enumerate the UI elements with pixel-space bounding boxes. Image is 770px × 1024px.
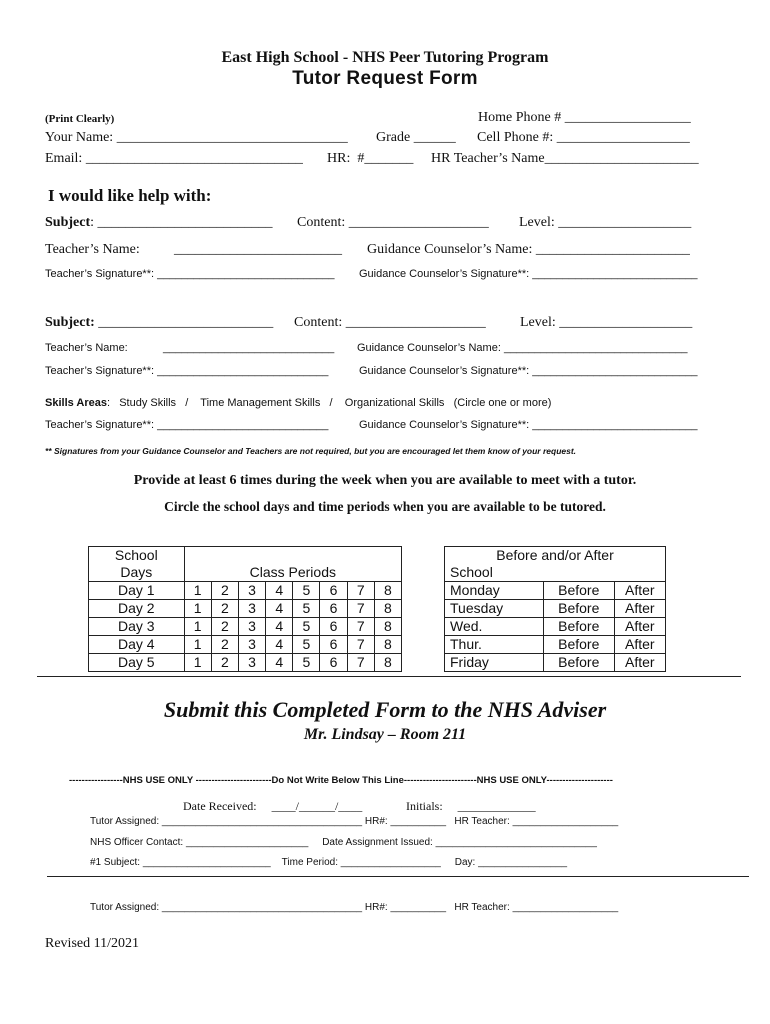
weekday-label[interactable]: Thur.	[445, 636, 544, 654]
school-days-corner	[89, 547, 185, 565]
period-cell[interactable]: 2	[211, 600, 238, 618]
period-cell[interactable]: 2	[211, 618, 238, 636]
hr-number-field[interactable]: HR: #_______	[327, 151, 414, 166]
skills-areas-label: Skills Areas	[45, 397, 107, 409]
skills-areas-options: : Study Skills / Time Management Skills / Organizational Skills (Circle one or more)	[106, 397, 552, 409]
before-option[interactable]: Before	[543, 582, 614, 600]
weekday-row	[445, 618, 666, 636]
teacher-signature-3-field[interactable]: Teacher’s Signature**: ____________________________	[45, 419, 329, 431]
level-1-field[interactable]: Level: ___________________	[519, 215, 692, 230]
signature-note: ** Signatures from your Guidance Counselor and Teachers are not required, but you are encouraged let them know of your request.	[45, 446, 577, 456]
class-periods-header-top	[184, 547, 401, 565]
period-cell[interactable]: 7	[347, 636, 374, 654]
weekday-row	[445, 600, 666, 618]
before-option[interactable]: Before	[543, 618, 614, 636]
period-cell[interactable]: 6	[320, 618, 347, 636]
subject-1-field[interactable]	[45, 215, 273, 231]
weekday-label[interactable]: Wed.	[445, 618, 544, 636]
school-day-label[interactable]: Day 1	[89, 582, 185, 600]
after-option[interactable]: After	[614, 600, 665, 618]
cell-phone-field[interactable]: Cell Phone #: ___________________	[477, 130, 690, 145]
period-cell[interactable]: 6	[320, 654, 347, 672]
subject-2-line: _________________________	[94, 315, 274, 330]
period-cell[interactable]: 1	[184, 618, 211, 636]
period-cell[interactable]: 2	[211, 636, 238, 654]
instruction-line-1: Provide at least 6 times during the week when you are available to meet with a tutor.	[133, 473, 637, 488]
before-after-header-1: Before and/or After	[445, 547, 666, 565]
submit-heading: Submit this Completed Form to the NHS Adviser	[163, 697, 607, 722]
period-cell[interactable]: 8	[374, 582, 401, 600]
counselor-signature-2-field[interactable]: Guidance Counselor’s Signature**: ___________________________	[359, 365, 698, 377]
period-cell[interactable]: 4	[266, 654, 293, 672]
period-cell[interactable]: 8	[374, 600, 401, 618]
school-day-row	[89, 600, 402, 618]
period-cell[interactable]: 5	[293, 600, 320, 618]
period-cell[interactable]: 3	[238, 636, 265, 654]
print-clearly-note: (Print Clearly)	[45, 113, 115, 125]
help-heading: I would like help with:	[48, 186, 212, 205]
subject-time-day-field[interactable]: #1 Subject: _______________________ Time Period: __________________ Day: ________________	[90, 857, 568, 868]
period-cell[interactable]: 1	[184, 654, 211, 672]
nhs-officer-contact-field[interactable]: NHS Officer Contact: ______________________ Date Assignment Issued: _____________________________	[90, 837, 597, 848]
content-1-field[interactable]: Content: ____________________	[297, 215, 489, 230]
period-cell[interactable]: 1	[184, 582, 211, 600]
after-option[interactable]: After	[614, 636, 665, 654]
period-cell[interactable]: 5	[293, 618, 320, 636]
subject-2-label: Subject:	[45, 315, 95, 330]
period-cell[interactable]: 7	[347, 618, 374, 636]
counselor-signature-3-field[interactable]: Guidance Counselor’s Signature**: ___________________________	[359, 419, 698, 431]
period-cell[interactable]: 4	[266, 600, 293, 618]
teacher-name-2-field[interactable]: ____________________________	[163, 342, 335, 354]
school-day-row	[89, 654, 402, 672]
period-cell[interactable]: 2	[211, 654, 238, 672]
period-cell[interactable]: 2	[211, 582, 238, 600]
class-periods-label: Class Periods	[249, 564, 336, 580]
level-2-field[interactable]: Level: ___________________	[520, 315, 693, 330]
after-option[interactable]: After	[614, 654, 665, 672]
period-cell[interactable]: 1	[184, 636, 211, 654]
school-days-corner-2: Days	[120, 564, 153, 580]
teacher-name-1-label: Teacher’s Name:	[45, 242, 140, 257]
period-cell[interactable]: 6	[320, 636, 347, 654]
teacher-signature-2-field[interactable]: Teacher’s Signature**: ____________________________	[45, 365, 329, 377]
instruction-line-2: Circle the school days and time periods when you are available to be tutored.	[164, 499, 606, 514]
weekday-label[interactable]: Friday	[445, 654, 544, 672]
home-phone-field[interactable]: Home Phone # __________________	[478, 110, 691, 125]
tutor-assigned-field[interactable]: Tutor Assigned: ____________________________________ HR#: __________ HR Teacher: ___________________	[90, 816, 619, 827]
tutor-assigned-field-2[interactable]: Tutor Assigned: ____________________________________ HR#: __________ HR Teacher: ___________________	[90, 902, 619, 913]
period-cell[interactable]: 8	[374, 654, 401, 672]
school-day-label[interactable]: Day 2	[89, 600, 185, 618]
period-cell[interactable]: 6	[320, 582, 347, 600]
divider-line-2	[47, 876, 749, 877]
revised-date: Revised 11/2021	[45, 936, 139, 951]
skills-areas-row[interactable]	[45, 397, 551, 409]
school-day-row	[89, 618, 402, 636]
counselor-name-2-field[interactable]: Guidance Counselor’s Name: ______________________________	[357, 342, 688, 354]
after-option[interactable]: After	[614, 582, 665, 600]
period-cell[interactable]: 4	[266, 582, 293, 600]
period-cell[interactable]: 3	[238, 582, 265, 600]
period-cell[interactable]: 7	[347, 582, 374, 600]
content-2-field[interactable]: Content: ____________________	[294, 315, 486, 330]
nhs-use-only-banner: -----------------NHS USE ONLY ------------------------Do Not Write Below This Line-----------------------NHS USE ONLY---------------------	[69, 775, 613, 786]
weekday-row	[445, 582, 666, 600]
before-option[interactable]: Before	[543, 600, 614, 618]
weekday-row	[445, 654, 666, 672]
period-cell[interactable]: 4	[266, 636, 293, 654]
weekday-row	[445, 636, 666, 654]
counselor-signature-1-field[interactable]: Guidance Counselor’s Signature**: ___________________________	[359, 268, 698, 280]
your-name-field[interactable]: Your Name: _________________________________	[45, 130, 348, 145]
school-program-title: East High School - NHS Peer Tutoring Program	[221, 49, 549, 66]
teacher-signature-1-field[interactable]: Teacher’s Signature**: _____________________________	[45, 268, 335, 280]
grade-field[interactable]: Grade ______	[376, 130, 456, 145]
before-option[interactable]: Before	[543, 654, 614, 672]
hr-teacher-field[interactable]: HR Teacher’s Name______________________	[431, 151, 699, 166]
before-after-school-table	[444, 546, 666, 672]
before-after-header-2: School	[445, 564, 666, 582]
subject-1-line: : _________________________	[90, 215, 273, 230]
school-day-row	[89, 636, 402, 654]
date-received-field[interactable]: Date Received: ____/______/____	[183, 799, 363, 813]
school-days-table	[88, 546, 402, 672]
before-option[interactable]: Before	[543, 636, 614, 654]
school-day-row	[89, 582, 402, 600]
period-cell[interactable]: 3	[238, 600, 265, 618]
period-cell[interactable]: 6	[320, 600, 347, 618]
period-cell[interactable]: 4	[266, 618, 293, 636]
period-cell[interactable]: 5	[293, 582, 320, 600]
period-cell[interactable]: 3	[238, 618, 265, 636]
teacher-name-2-label: Teacher’s Name:	[45, 342, 128, 354]
email-field[interactable]: Email: _______________________________	[45, 151, 303, 166]
weekday-label[interactable]: Monday	[445, 582, 544, 600]
counselor-name-1-field[interactable]: Guidance Counselor’s Name: ______________________	[367, 242, 690, 257]
period-cell[interactable]: 8	[374, 618, 401, 636]
period-cell[interactable]: 3	[238, 654, 265, 672]
after-option[interactable]: After	[614, 618, 665, 636]
teacher-name-1-field[interactable]: ________________________	[174, 242, 342, 257]
school-day-label[interactable]: Day 3	[89, 618, 185, 636]
form-title: Tutor Request Form	[292, 68, 478, 89]
subject-2-field[interactable]	[45, 315, 273, 331]
school-days-corner-cell-2	[89, 564, 185, 582]
period-cell[interactable]: 7	[347, 654, 374, 672]
school-days-corner-1: School	[114, 547, 158, 563]
period-cell[interactable]: 1	[184, 600, 211, 618]
period-cell[interactable]: 5	[293, 636, 320, 654]
period-cell[interactable]: 5	[293, 654, 320, 672]
divider-line-1	[37, 676, 741, 677]
period-cell[interactable]: 8	[374, 636, 401, 654]
school-day-label[interactable]: Day 5	[89, 654, 185, 672]
class-periods-header	[184, 564, 401, 582]
initials-field[interactable]: Initials: _____________	[406, 799, 536, 813]
period-cell[interactable]: 7	[347, 600, 374, 618]
adviser-location: Mr. Lindsay – Room 211	[303, 726, 467, 743]
school-day-label[interactable]: Day 4	[89, 636, 185, 654]
subject-1-label: Subject	[45, 215, 91, 230]
weekday-label[interactable]: Tuesday	[445, 600, 544, 618]
